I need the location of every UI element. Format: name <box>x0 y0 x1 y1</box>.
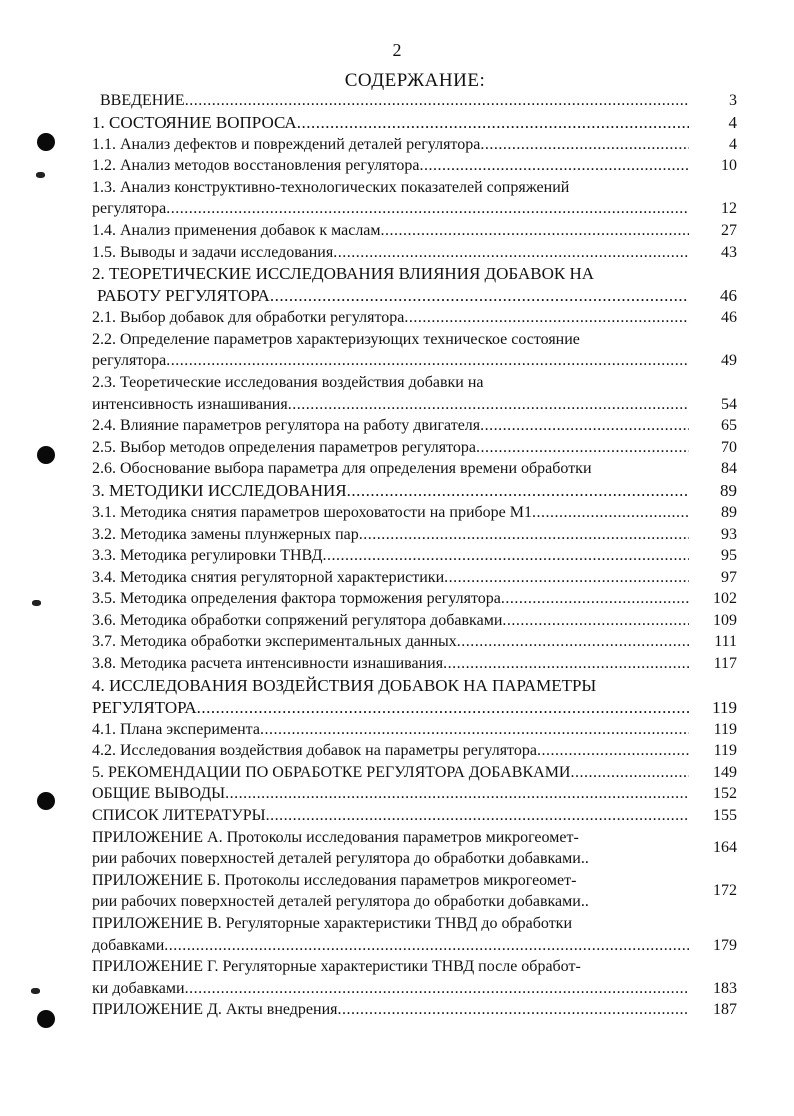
toc-entry-page: 109 <box>713 611 737 629</box>
toc-entry-page: 179 <box>713 936 737 954</box>
toc-entry-page: 119 <box>712 697 737 717</box>
toc-entry <box>92 588 737 610</box>
toc-entry-title: регулятора <box>92 352 167 370</box>
scan-speck <box>32 600 41 606</box>
toc-entry-page: 152 <box>713 785 737 803</box>
toc-entry-title-line: 2.2. Определение параметров характеризующих техническое состояние <box>92 330 580 348</box>
toc-entry-title: 3.7. Методика обработки экспериментальных данных <box>92 633 457 651</box>
punch-hole <box>37 133 55 151</box>
toc-entry <box>92 458 737 480</box>
toc-entry-page: 97 <box>721 568 737 586</box>
toc-entry <box>92 220 737 242</box>
toc-entry-page: 149 <box>713 763 737 781</box>
toc-entry-title: интенсивность изнашивания <box>92 395 288 413</box>
toc-entry-title: 1. СОСТОЯНИЕ ВОПРОСА <box>92 112 297 132</box>
toc-entry-title: 1.4. Анализ применения добавок к маслам <box>92 221 381 239</box>
toc-entry <box>92 134 737 156</box>
toc-entry-page: 84 <box>721 460 737 478</box>
scan-speck <box>31 988 40 994</box>
toc-entry <box>92 437 737 459</box>
toc-entry-title: 2.1. Выбор добавок для обработки регулятора <box>92 309 405 327</box>
toc-entry-page: 172 <box>713 882 737 900</box>
toc-entry-title: 2.6. Обоснование выбора параметра для определения времени обработки <box>92 460 592 478</box>
toc-entry-page: 164 <box>713 839 737 857</box>
toc-entry-page: 4 <box>728 112 737 132</box>
toc-entry-page: 95 <box>721 547 737 565</box>
toc-entry <box>92 329 737 372</box>
toc-entry <box>92 112 737 134</box>
toc-entry-page: 12 <box>721 200 737 218</box>
table-of-contents <box>92 90 737 1021</box>
toc-entry-page: 187 <box>713 1001 737 1019</box>
toc-entry-title: ОБЩИЕ ВЫВОДЫ <box>92 785 226 803</box>
punch-hole <box>37 792 55 810</box>
toc-entry <box>92 242 737 264</box>
toc-entry-title: ВВЕДЕНИЕ <box>100 92 185 109</box>
toc-entry-page: 54 <box>721 395 737 413</box>
toc-entry <box>92 762 737 784</box>
toc-entry-title-line: рии рабочих поверхностей деталей регулятора до обработки добавками.. <box>92 893 589 911</box>
toc-entry <box>92 502 737 524</box>
toc-entry-page: 46 <box>721 309 737 327</box>
toc-entry <box>92 155 737 177</box>
toc-entry <box>92 653 737 675</box>
toc-entry <box>92 307 737 329</box>
toc-entry <box>92 480 737 502</box>
toc-entry-page: 43 <box>721 243 737 261</box>
toc-entry-title: 1.5. Выводы и задачи исследования <box>92 243 334 261</box>
toc-entry-title: 3. МЕТОДИКИ ИССЛЕДОВАНИЯ <box>92 480 347 500</box>
toc-entry <box>92 177 737 220</box>
toc-entry-title-line: рии рабочих поверхностей деталей регулятора до обработки добавками.. <box>92 850 589 868</box>
toc-entry-title-line: ПРИЛОЖЕНИЕ В. Регуляторные характеристики ТНВД до обработки <box>92 915 573 932</box>
scan-speck <box>36 172 45 178</box>
toc-entry <box>92 870 737 913</box>
toc-entry-page: 4 <box>729 135 737 153</box>
toc-entry-title-line: 2. ТЕОРЕТИЧЕСКИЕ ИССЛЕДОВАНИЯ ВЛИЯНИЯ ДОБАВОК НА <box>92 264 594 284</box>
toc-entry-page: 119 <box>713 720 737 738</box>
toc-entry-title: СПИСОК ЛИТЕРАТУРЫ <box>92 807 266 825</box>
page-title: СОДЕРЖАНИЕ: <box>344 70 486 91</box>
toc-entry <box>92 956 737 999</box>
toc-entry-title: регулятора <box>92 200 167 218</box>
toc-entry <box>92 805 737 827</box>
toc-entry-title: 3.1. Методика снятия параметров шероховатости на приборе М1 <box>92 503 532 521</box>
toc-entry-page: 89 <box>721 503 737 521</box>
toc-entry-title: 3.8. Методика расчета интенсивности изнашивания <box>92 655 444 673</box>
toc-entry-title: 4.1. Плана эксперимента <box>92 720 260 738</box>
toc-entry-page: 89 <box>720 480 737 500</box>
toc-entry-title: РЕГУЛЯТОРА <box>92 697 197 717</box>
toc-entry <box>92 999 737 1021</box>
toc-entry-page: 93 <box>721 525 737 543</box>
toc-entry-title-line: 4. ИССЛЕДОВАНИЯ ВОЗДЕЙСТВИЯ ДОБАВОК НА ПАРАМЕТРЫ <box>92 675 597 695</box>
toc-entry <box>92 719 737 741</box>
toc-entry <box>92 263 737 307</box>
toc-entry <box>92 610 737 632</box>
toc-entry-title: 2.4. Влияние параметров регулятора на работу двигателя <box>92 417 481 435</box>
punch-hole <box>37 446 55 464</box>
toc-entry <box>92 372 737 415</box>
toc-entry <box>92 827 737 870</box>
toc-entry <box>92 783 737 805</box>
toc-entry <box>92 415 737 437</box>
toc-entry-title: 3.3. Методика регулировки ТНВД <box>92 547 323 565</box>
toc-entry-title: 4.2. Исследования воздействия добавок на параметры регулятора <box>92 742 537 760</box>
toc-entry <box>92 740 737 762</box>
toc-entry-title: 1.2. Анализ методов восстановления регулятора <box>92 157 420 175</box>
punch-hole <box>37 1010 55 1028</box>
toc-entry-title: 3.4. Методика снятия регуляторной характеристики <box>92 568 445 586</box>
toc-entry-page: 117 <box>713 655 737 673</box>
toc-entry-title-line: 2.3. Теоретические исследования воздействия добавки на <box>92 373 484 391</box>
toc-entry <box>92 545 737 567</box>
toc-entry-page: 183 <box>713 979 737 997</box>
toc-entry <box>92 90 737 112</box>
toc-entry-page: 3 <box>729 92 737 109</box>
toc-entry-title: добавками <box>92 936 165 954</box>
toc-entry <box>92 675 737 719</box>
toc-entry-title: 3.2. Методика замены плунжерных пар <box>92 525 359 543</box>
toc-entry-title: 5. РЕКОМЕНДАЦИИ ПО ОБРАБОТКЕ РЕГУЛЯТОРА ДОБАВКАМИ <box>92 763 571 781</box>
toc-entry-title: 2.5. Выбор методов определения параметров регулятора <box>92 438 476 456</box>
toc-entry-title: 3.5. Методика определения фактора торможения регулятора <box>92 590 501 608</box>
toc-entry-page: 119 <box>713 742 737 760</box>
toc-entry-title-line: 1.3. Анализ конструктивно-технологических показателей сопряжений <box>92 178 570 196</box>
toc-entry-title: ПРИЛОЖЕНИЕ Д. Акты внедрения <box>92 1001 338 1019</box>
toc-entry-title: 1.1. Анализ дефектов и повреждений деталей регулятора <box>92 135 481 153</box>
toc-entry-page: 155 <box>713 807 737 825</box>
toc-entry <box>92 631 737 653</box>
toc-entry-page: 70 <box>721 438 737 456</box>
toc-entry-title-line: ПРИЛОЖЕНИЕ А. Протоколы исследования параметров микрогеомет- <box>92 828 579 846</box>
toc-entry <box>92 913 737 956</box>
toc-entry <box>92 524 737 546</box>
toc-entry-page: 65 <box>721 417 737 435</box>
toc-entry-page: 27 <box>721 221 737 239</box>
toc-entry <box>92 567 737 589</box>
page-number: 2 <box>392 40 402 60</box>
toc-entry-title: ки добавками <box>92 979 185 997</box>
toc-entry-title: РАБОТУ РЕГУЛЯТОРА <box>97 286 270 306</box>
toc-entry-title-line: ПРИЛОЖЕНИЕ Б. Протоколы исследования параметров микрогеомет- <box>92 871 577 889</box>
toc-entry-page: 111 <box>714 633 737 651</box>
toc-entry-page: 46 <box>720 286 737 306</box>
toc-entry-title-line: ПРИЛОЖЕНИЕ Г. Регуляторные характеристики ТНВД после обработ- <box>92 958 581 976</box>
toc-entry-title: 3.6. Методика обработки сопряжений регулятора добавками <box>92 611 503 629</box>
toc-entry-page: 49 <box>721 352 737 370</box>
toc-entry-page: 10 <box>721 157 737 175</box>
toc-entry-page: 102 <box>713 590 737 608</box>
